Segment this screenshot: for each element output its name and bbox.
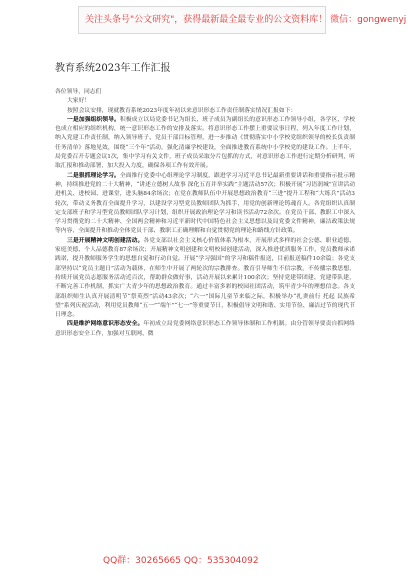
section-paragraph-3 [55,237,355,321]
banner-text: 关注头条号"公文研究"，获得最新最全最专业的公文资料库！ 微信：gongwenyj [85,15,407,25]
document-title: 教育系统2023年工作汇报 [55,63,171,74]
section-body-3: 各党支部以社会主义核心价值体系为根本，开展形式多样的社会公德、职业道德、家庭美德、个人品德教育87余场次；开展精神文明创建和文明校园创建活动，深入推进优质服务工作，党员教师承诺践诺，提升教师服务学生的思想自觉和行动自觉。开展“学习强国”的学习和稿件报送，目前报送稿件10余篇；各党支部坚持以“党员主题日”活动为载体，在师生中开展了两轮次的宗教排查。教育引导师生不信宗教，不传播宗教思想，持续开展党员志愿服务活动近百次，帮助群众做好事，活动开展以来累计100余次；坚持党建带团建、党建带队建，不断完善工作机制，抓实广大青少年的思想政治教育。通过丰富多彩的校园社团活动，筑牢青少年的理想信念。各支部组织师生认真开展清明节“祭英烈”活动43余次；“六一”国际儿童节来临之际，积极举办“扎赉前行 托起 民族希望”系列庆祝活动，利用党员教师“五一”“端午”“七一”等重要节日，积极倡导文明和谐、实用节俭、廉洁过节的现代节日理念。 [55,237,355,319]
top-banner [0,0,408,40]
section-heading-2: 二是狠抓理论学习。 [67,172,120,179]
salutation: 各位领导，同志们 [55,89,102,95]
greeting: 大家好！ [67,98,91,105]
section-paragraph-1 [55,116,355,172]
section-body-4: 年初成立局党委网络意识形态工作领导体制和工作机制。由分管领导要责自抓网络意识形态安全工作，加强对互联网、微 [55,321,355,337]
section-heading-3: 三是开展精神文明创建活动。 [67,237,144,244]
banner-box [78,6,407,34]
footer-contact: QQ群：30265665 QQ：535304092 [103,556,259,566]
section-body-1: 积极成立以局党委书记为组长、班子成员为副组长的意识形态工作领导小组，各学区、学校也成立相应的组织机构，统一意识形态工作的安排及落实。将意识形态工作摆上重要议事日程，列入年度工作计划，纳入党建工作责任制，纳入领导班子、党员干部目标管理，进一步推动《贯彻落实中小学校党组织领导的校长负责制任务清单》落地见效，围绕“三个年”活动，强化清廉学校建设，全面推进教育系统中小学校党的建设工作。上半年，局党委召开专题会议1次，集中学习有关文件，班子成员采取分片包抓的方式，对意识形态工作进行定期分析研判，听取汇报和推动部署，加大投入力度，确保各项工作有效开展。 [55,116,355,170]
section-body-2: 全面推行党委中心组理论学习制度，跟进学习习近平总书记最新重要讲话和重要指示批示精神，持续推进党的二十大精神，“讲述立德树人故事 深化五育并举实践”主题活动57次；积极开展“习语润城”宣讲活动进机关、进校园、进课堂，进头脑84余场次；在党在教师队伍中开展思想政治教育“三进”提升工程和“大练兵”活动3轮次，带动义务教育全面提升学习，以建设学习型党员教师团队为抓手，用党的创新理论铸魂育人。各党组织认真制定支部班子和学习型党员教师团队学习计划，组织开展政治理论学习和读书活动72余次。在党员干部、教职工中深入学习贯彻党的二十大精神、全国两会精神和习近平新时代中国特色社会主义思想以及局党委文件精神，廉洁政策法规等内容，全面提升和推动全体党员干部、教职工正确理解和自觉贯彻党的理论和路线方针政策。 [55,172,355,235]
section-heading-1: 一是加强组织领导。 [67,116,120,123]
intro-paragraph: 按照会议安排，现就教育系统2023年度年初以来意识形态工作责任制落实情况汇报如下： [67,107,297,114]
bottom-footer [0,542,408,580]
section-paragraph-4 [55,320,355,339]
section-heading-4: 四是维护网络意识形态安全。 [67,321,144,328]
document-body [55,62,355,339]
section-paragraph-2 [55,172,355,237]
